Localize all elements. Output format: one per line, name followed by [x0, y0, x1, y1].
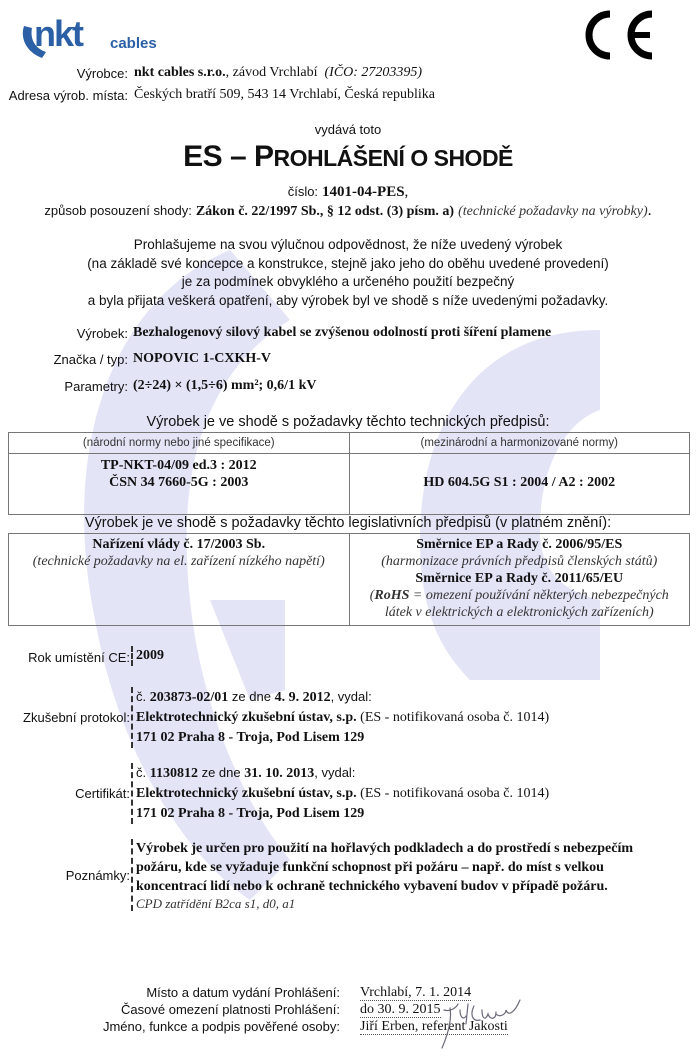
certificate-label: Certifikát:	[75, 786, 130, 801]
rohs-label: RoHS	[374, 588, 410, 603]
manufacturer-ico: (IČO: 27203395)	[324, 65, 423, 80]
manufacturer-label: Výrobce:	[76, 66, 128, 81]
national-legislation-cell	[9, 534, 350, 626]
title-rest: ROHLÁŠENÍ O SHODĚ	[273, 145, 513, 171]
declaration-line: je za podmínek obvyklého a určeného použití bezpečný	[181, 274, 515, 289]
validity-value: do 30. 9. 2015	[360, 1002, 441, 1017]
note-paren: (	[369, 588, 375, 603]
directive-note: látek v elektrických a elektronických zařízeních)	[384, 605, 654, 620]
report-number: 203873-02/01	[149, 690, 229, 705]
directive-title: Směrnice EP a Rady č. 2011/65/EU	[415, 571, 624, 586]
legislative-heading: Výrobek je ve shodě s požadavky těchto legislativních předpisů (v platném znění):	[84, 515, 612, 531]
method-value: Zákon č. 22/1997 Sb., § 12 odst. (3) písm. a)	[195, 204, 455, 219]
ce-mark-icon	[580, 8, 660, 62]
national-standard: TP-NKT-04/09 ed.3 : 2012	[100, 458, 257, 473]
place-date-label: Místo a datum vydání Prohlášení:	[146, 985, 340, 1000]
certificate-date: 31. 10. 2013	[244, 766, 315, 781]
manufacturer-name: nkt cables s.r.o.	[134, 65, 226, 80]
logo-main-text: nkt	[34, 13, 82, 54]
cert-issued: , vydal:	[314, 765, 356, 780]
table-row	[9, 454, 690, 515]
params-label: Parametry:	[64, 379, 128, 394]
nkt-cables-logo	[18, 12, 188, 58]
notes-label: Poznámky:	[65, 868, 130, 883]
certificate-block	[131, 763, 549, 824]
declaration-line: (na základě své koncepce a konstrukce, stejně jako jeho do oběhu uvedené provedení)	[87, 255, 609, 271]
legislation-title: Nařízení vlády č. 17/2003 Sb.	[92, 537, 266, 552]
number-value: 1401-04-PES	[322, 184, 405, 200]
params-value: (2÷24) × (1,5÷6) mm²; 0,6/1 kV	[133, 378, 317, 393]
certificate-institute: Elektrotechnický zkušební ústav, s.p.	[136, 786, 357, 801]
note-text: = omezení používání některých nebezpečných	[409, 588, 669, 603]
column-header-international: (mezinárodní a harmonizované normy)	[349, 433, 690, 454]
certificate-institute-note: (ES - notifikovaná osoba č. 1014)	[356, 786, 550, 801]
declaration-paragraph	[0, 236, 696, 310]
document-title	[0, 140, 696, 174]
product-label: Výrobek:	[76, 326, 128, 341]
issues-text: vydává toto	[314, 122, 382, 137]
test-report-label: Zkušební protokol:	[23, 710, 130, 725]
eu-legislation-cell	[349, 534, 690, 626]
report-no-prefix: č.	[136, 689, 150, 704]
number-suffix: ,	[404, 184, 409, 200]
column-header-national: (národní normy nebo jiné specifikace)	[9, 433, 350, 454]
certificate-number: 1130812	[149, 766, 198, 781]
note-line: koncentrací lidí nebo k ochraně technického vybavení budov v případě požáru.	[136, 879, 608, 894]
national-standards-cell	[9, 454, 350, 515]
document-number	[0, 183, 696, 201]
international-standards-cell	[349, 454, 690, 515]
person-label: Jméno, funkce a podpis pověřené osoby:	[102, 1019, 340, 1034]
report-institute-note: (ES - notifikovaná osoba č. 1014)	[356, 710, 550, 725]
method-end: .	[647, 202, 652, 219]
report-institute: Elektrotechnický zkušební ústav, s.p.	[136, 710, 357, 725]
report-date-prefix: ze dne	[228, 689, 275, 704]
type-label: Značka / typ:	[53, 352, 128, 367]
assessment-method	[0, 202, 696, 220]
person-value: Jiří Erben, referent Jakosti	[360, 1019, 508, 1034]
table-header-row	[9, 433, 690, 454]
certificate-address: 171 02 Praha 8 - Troja, Pod Lisem 129	[136, 806, 365, 821]
test-report-block	[131, 687, 549, 748]
handwritten-signature-icon	[430, 990, 530, 1052]
method-label: způsob posouzení shody:	[44, 203, 192, 218]
type-value: NOPOVIC 1-CXKH-V	[133, 351, 272, 366]
product-value: Bezhalogenový silový kabel se zvýšenou odolností proti šíření plamene	[133, 325, 552, 340]
technical-standards-table	[8, 432, 690, 515]
technical-heading: Výrobek je ve shodě s požadavky těchto technických předpisů:	[146, 414, 550, 430]
note-line: Výrobek je určen pro použití na hořlavých podkladech a do prostředí s nebezpečím	[136, 841, 634, 856]
place-date-value: Vrchlabí, 7. 1. 2014	[360, 985, 472, 1000]
table-row	[9, 534, 690, 626]
manufacturer-value	[134, 65, 422, 81]
logo-sub-text: cables	[110, 35, 157, 52]
note-line: požáru, kde se vyžaduje funkční schopnost při požáru – např. do míst s velkou	[136, 860, 604, 875]
cpd-classification: CPD zatřídění B2ca s1, d0, a1	[136, 896, 296, 911]
manufacturer-plant: , závod Vrchlabí	[225, 65, 318, 80]
number-label: číslo:	[287, 184, 319, 199]
directive-title: Směrnice EP a Rady č. 2006/95/ES	[416, 537, 623, 552]
declaration-line: Prohlašujeme na svou výlučnou odpovědnost, že níže uvedený výrobek	[133, 237, 563, 252]
title-es: ES – P	[183, 140, 274, 173]
ce-year-value: 2009	[136, 648, 164, 663]
address-label: Adresa výrob. místa:	[8, 88, 128, 103]
method-note: (technické požadavky na výrobky)	[458, 204, 648, 219]
cert-no-prefix: č.	[136, 765, 150, 780]
validity-label: Časové omezení platnosti Prohlášení:	[121, 1002, 340, 1017]
report-date: 4. 9. 2012	[274, 690, 331, 705]
legislation-note: (technické požadavky na el. zařízení nízkého napětí)	[32, 554, 325, 569]
notes-block	[131, 839, 633, 911]
ce-year-block	[131, 646, 164, 666]
cert-date-prefix: ze dne	[197, 765, 245, 780]
declaration-line: a byla přijata veškerá opatření, aby výrobek byl ve shodě s níže uvedenými požadavky.	[87, 292, 609, 308]
international-standard: HD 604.5G S1 : 2004 / A2 : 2002	[423, 475, 616, 490]
directive-note	[350, 587, 690, 604]
national-standard: ČSN 34 7660-5G : 2003	[109, 475, 249, 490]
directive-note: (harmonizace právních předpisů členských států)	[381, 554, 658, 569]
report-address: 171 02 Praha 8 - Troja, Pod Lisem 129	[136, 730, 365, 745]
ce-year-label: Rok umístění CE:	[28, 650, 130, 665]
legislative-table	[8, 533, 690, 626]
report-issued: , vydal:	[330, 689, 372, 704]
address-value: Českých bratří 509, 543 14 Vrchlabí, Česká republika	[134, 87, 435, 102]
